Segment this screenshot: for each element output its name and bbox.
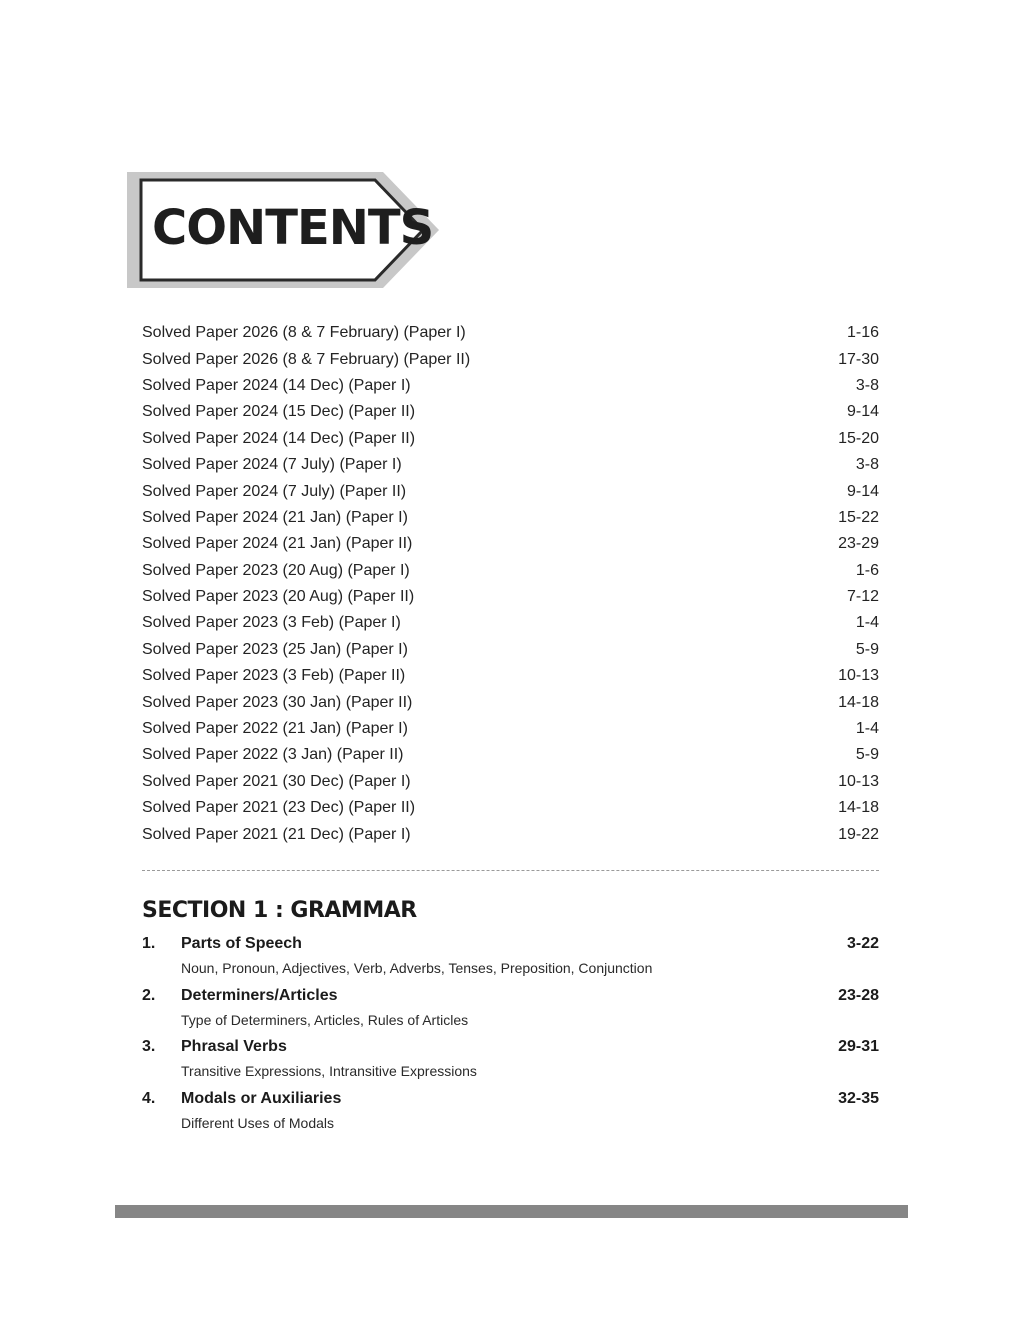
chapter-subtopics: Noun, Pronoun, Adjectives, Verb, Adverbs, Tenses, Preposition, Conjunction [181, 960, 653, 976]
chapter-list [142, 935, 879, 1141]
chapter-number: 4. [142, 1089, 156, 1107]
list-item [142, 505, 879, 531]
chapter-pages: 3-22 [846, 935, 879, 952]
section-heading: SECTION 1 : GRAMMAR [142, 898, 417, 923]
chapter-pages: 29-31 [838, 1038, 879, 1055]
paper-pages: 17-30 [838, 350, 879, 368]
paper-pages: 9-14 [846, 482, 879, 500]
list-item [142, 637, 879, 663]
paper-title: Solved Paper 2023 (3 Feb) (Paper II) [142, 667, 406, 685]
solved-papers-list [142, 320, 879, 848]
list-item [142, 742, 879, 768]
paper-pages: 9-14 [846, 403, 879, 421]
chapter-title: Determiners/Articles [181, 986, 338, 1004]
footer-bar [115, 1205, 908, 1218]
list-item [142, 663, 879, 689]
chapter-subtopics: Different Uses of Modals [181, 1114, 335, 1131]
chapter-item [142, 987, 879, 1039]
chapter-item [142, 1038, 879, 1090]
chapter-pages: 23-28 [838, 986, 879, 1004]
list-item [142, 399, 879, 425]
paper-pages: 5-9 [855, 640, 879, 658]
dashed-divider [142, 870, 879, 871]
chapter-title: Parts of Speech [181, 935, 302, 952]
chapter-subtopics: Type of Determiners, Articles, Rules of Articles [181, 1011, 469, 1028]
paper-pages: 19-22 [838, 825, 879, 843]
paper-pages: 14-18 [838, 799, 879, 817]
paper-title: Solved Paper 2024 (15 Dec) (Paper II) [142, 403, 416, 421]
paper-title: Solved Paper 2024 (7 July) (Paper I) [142, 456, 402, 474]
paper-pages: 10-13 [838, 667, 879, 685]
paper-pages: 1-4 [855, 614, 879, 632]
paper-title: Solved Paper 2021 (23 Dec) (Paper II) [142, 799, 416, 817]
list-item [142, 373, 879, 399]
list-item [142, 320, 879, 346]
paper-title: Solved Paper 2023 (20 Aug) (Paper II) [142, 588, 415, 606]
paper-title: Solved Paper 2022 (3 Jan) (Paper II) [142, 746, 404, 764]
paper-title: Solved Paper 2023 (30 Jan) (Paper II) [142, 693, 413, 711]
paper-title: Solved Paper 2021 (30 Dec) (Paper I) [142, 772, 411, 790]
paper-title: Solved Paper 2021 (21 Dec) (Paper I) [142, 825, 411, 843]
list-item [142, 346, 879, 372]
chapter-number: 3. [142, 1038, 156, 1055]
list-item [142, 795, 879, 821]
list-item [142, 531, 879, 557]
paper-pages: 23-29 [838, 535, 879, 553]
paper-title: Solved Paper 2024 (21 Jan) (Paper I) [142, 508, 408, 526]
paper-pages: 10-13 [838, 772, 879, 790]
paper-pages: 15-20 [838, 429, 879, 447]
paper-title: Solved Paper 2023 (25 Jan) (Paper I) [142, 640, 408, 658]
paper-title: Solved Paper 2024 (14 Dec) (Paper II) [142, 429, 416, 447]
paper-pages: 15-22 [838, 508, 879, 526]
chapter-item [142, 935, 879, 987]
list-item [142, 584, 879, 610]
paper-title: Solved Paper 2026 (8 & 7 February) (Paper I) [142, 324, 466, 342]
list-item [142, 821, 879, 847]
list-item [142, 478, 879, 504]
paper-pages: 7-12 [846, 588, 879, 606]
list-item [142, 610, 879, 636]
paper-pages: 1-4 [855, 720, 879, 738]
list-item [142, 716, 879, 742]
list-item [142, 689, 879, 715]
chapter-pages: 32-35 [838, 1089, 879, 1107]
chapter-title: Modals or Auxiliaries [181, 1089, 342, 1107]
list-item [142, 769, 879, 795]
paper-title: Solved Paper 2023 (20 Aug) (Paper I) [142, 561, 410, 579]
chapter-item [142, 1090, 879, 1142]
chapter-title: Phrasal Verbs [181, 1038, 287, 1055]
list-item [142, 558, 879, 584]
paper-pages: 1-6 [855, 561, 879, 579]
contents-title: CONTENTS [152, 200, 434, 256]
chapter-number: 2. [142, 986, 156, 1004]
list-item [142, 452, 879, 478]
paper-pages: 1-16 [846, 324, 879, 342]
paper-title: Solved Paper 2024 (21 Jan) (Paper II) [142, 535, 413, 553]
chapter-number: 1. [142, 935, 156, 952]
paper-pages: 3-8 [855, 376, 879, 394]
paper-pages: 14-18 [838, 693, 879, 711]
paper-pages: 3-8 [855, 456, 879, 474]
paper-title: Solved Paper 2024 (14 Dec) (Paper I) [142, 376, 411, 394]
paper-pages: 5-9 [855, 746, 879, 764]
paper-title: Solved Paper 2023 (3 Feb) (Paper I) [142, 614, 401, 632]
paper-title: Solved Paper 2024 (7 July) (Paper II) [142, 482, 407, 500]
paper-title: Solved Paper 2022 (21 Jan) (Paper I) [142, 720, 408, 738]
paper-title: Solved Paper 2026 (8 & 7 February) (Paper II) [142, 350, 471, 368]
list-item [142, 426, 879, 452]
chapter-subtopics: Transitive Expressions, Intransitive Expressions [181, 1063, 477, 1079]
